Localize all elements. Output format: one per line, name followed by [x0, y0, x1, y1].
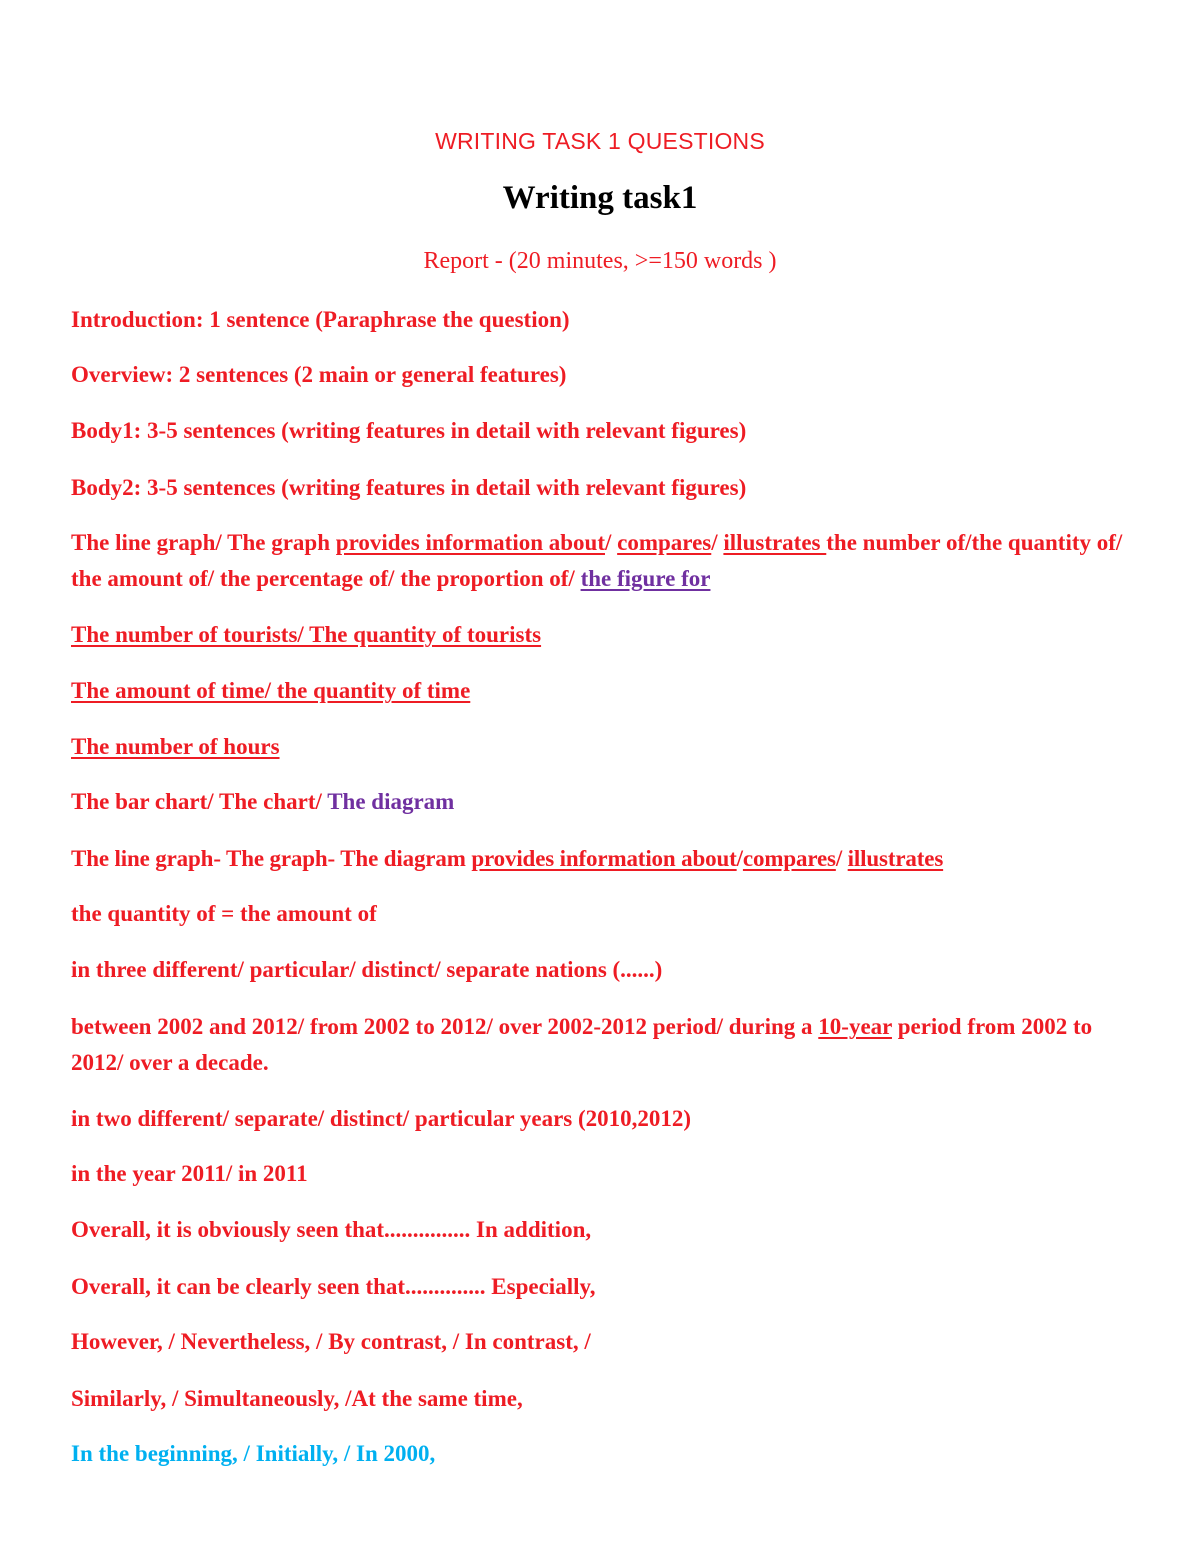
subject-time: The amount of time/ the quantity of time	[71, 678, 471, 703]
structure-overview: Overview: 2 sentences (2 main or general features)	[71, 362, 567, 387]
underlined-phrase: illustrates	[847, 846, 944, 871]
purple-phrase: The diagram	[327, 789, 455, 814]
similar-line: Similarly, / Simultaneously, /At the same time,	[71, 1386, 523, 1411]
document-title: Writing task1	[502, 180, 698, 216]
underlined-phrase: 10-year	[818, 1014, 892, 1039]
quantity-line: the quantity of = the amount of	[71, 901, 377, 926]
document-subtitle: Report - (20 minutes, >=150 words )	[423, 248, 777, 274]
overall-line-2: Overall, it can be clearly seen that.............. Especially,	[71, 1274, 596, 1299]
overall-line-1: Overall, it is obviously seen that............... In addition,	[71, 1217, 592, 1242]
intro-phrase-part: the number of/the quantity of/ the amount of/ the percentage of/ the proportion of/	[71, 530, 1123, 591]
year-line: in the year 2011/ in 2011	[71, 1161, 308, 1186]
beginning-line: In the beginning, / Initially, / In 2000,	[71, 1441, 436, 1466]
contrast-line: However, / Nevertheless, / By contrast, / In contrast, /	[71, 1329, 591, 1354]
structure-body1: Body1: 3-5 sentences (writing features in detail with relevant figures)	[71, 418, 747, 443]
period-paragraph	[71, 1009, 1140, 1081]
underlined-phrase: compares	[617, 530, 712, 555]
graph-line-part: /	[736, 846, 743, 871]
graph-line-part: /	[835, 846, 848, 871]
charts-line-part: The bar chart/ The chart/	[71, 789, 328, 814]
underlined-purple-phrase: the figure for	[580, 566, 711, 591]
nations-line: in three different/ particular/ distinct/ separate nations (......)	[71, 957, 663, 982]
intro-phrase-part: /	[711, 530, 724, 555]
years-line: in two different/ separate/ distinct/ particular years (2010,2012)	[71, 1106, 692, 1131]
underlined-phrase: illustrates	[723, 530, 827, 555]
graph-line	[71, 841, 1140, 877]
charts-line	[71, 784, 1140, 820]
intro-phrase-paragraph	[71, 525, 1140, 597]
underlined-phrase: provides information about	[335, 530, 605, 555]
period-part: between 2002 and 2012/ from 2002 to 2012/ over 2002-2012 period/ during a	[71, 1014, 819, 1039]
structure-introduction: Introduction: 1 sentence (Paraphrase the question)	[71, 307, 570, 332]
intro-phrase-part: /	[605, 530, 618, 555]
graph-line-part: The line graph- The graph- The diagram	[71, 846, 472, 871]
underlined-phrase: provides information about	[471, 846, 737, 871]
subject-tourists: The number of tourists/ The quantity of tourists	[71, 622, 542, 647]
document-heading: WRITING TASK 1 QUESTIONS	[435, 128, 765, 154]
structure-body2: Body2: 3-5 sentences (writing features in detail with relevant figures)	[71, 475, 747, 500]
underlined-phrase: compares	[742, 846, 836, 871]
intro-phrase-part: The line graph/ The graph	[71, 530, 336, 555]
period-part: period from 2002 to 2012/ over a decade.	[71, 1014, 1093, 1075]
subject-hours: The number of hours	[71, 734, 280, 759]
